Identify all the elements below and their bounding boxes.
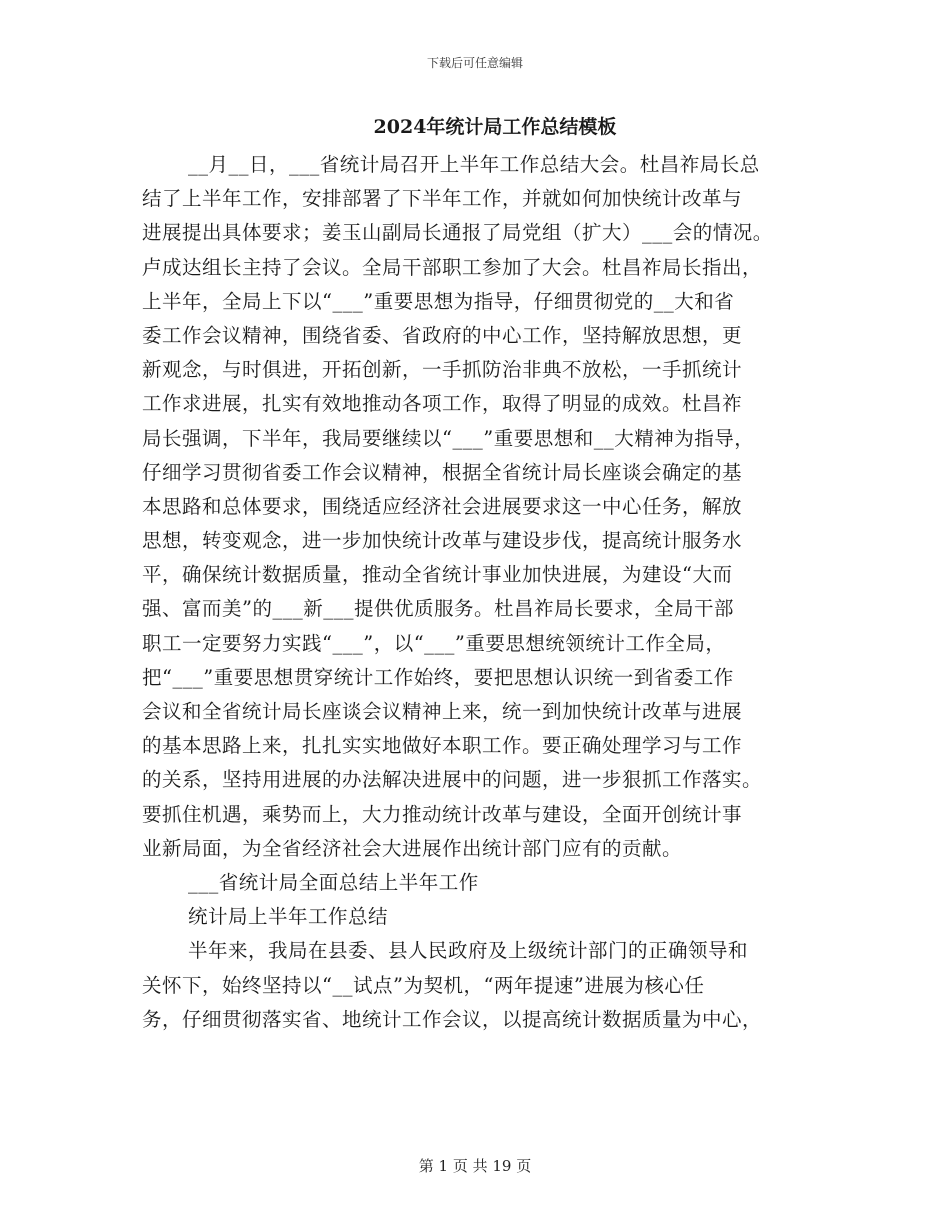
paragraph-line: 委工作会议精神，围绕省委、省政府的中心工作，坚持解放思想，更 bbox=[142, 323, 743, 347]
paragraph-line: 强、富而美”的___新___提供优质服务。杜昌祚局长要求，全局干部 bbox=[142, 597, 734, 621]
paragraph-line: 业新局面，为全省经济社会大进展作出统计部门应有的贡献。 bbox=[142, 836, 683, 860]
page-header-note: 下载后可任意编辑 bbox=[426, 56, 523, 70]
paragraph-line: 半年来，我局在县委、县人民政府及上级统计部门的正确领导和 bbox=[188, 939, 749, 963]
paragraph-line: 仔细学习贯彻省委工作会议精神，根据全省统计局长座谈会确定的基 bbox=[142, 460, 743, 484]
paragraph-line: 务，仔细贯彻落实省、地统计工作会议，以提高统计数据质量为中心， bbox=[142, 1007, 763, 1031]
paragraph-line: 要抓住机遇，乘势而上，大力推动统计改革与建设，全面开创统计事 bbox=[142, 802, 743, 826]
paragraph-line: 卢成达组长主持了会议。全局干部职工参加了大会。杜昌祚局长指出， bbox=[142, 255, 763, 279]
paragraph-line: 本思路和总体要求，围绕适应经济社会进展要求这一中心任务，解放 bbox=[142, 494, 743, 518]
paragraph-line: 结了上半年工作，安排部署了下半年工作，并就如何加快统计改革与 bbox=[142, 187, 743, 211]
paragraph-line: 把“___”重要思想贯穿统计工作始终，要把思想认识统一到省委工作 bbox=[142, 665, 734, 689]
paragraph-line: 关怀下，始终坚持以“__试点”为契机，“两年提速”进展为核心任 bbox=[142, 973, 705, 997]
paragraph-line: 会议和全省统计局长座谈会议精神上来，统一到加快统计改革与进展 bbox=[142, 700, 743, 723]
document-body bbox=[142, 148, 814, 1037]
paragraph-line: 新观念，与时俱进，开拓创新，一手抓防治非典不放松，一手抓统计 bbox=[142, 358, 743, 382]
paragraph-line: 思想，转变观念，进一步加快统计改革与建设步伐，提高统计服务水 bbox=[142, 529, 743, 553]
paragraph-line: 进展提出具体要求；姜玉山副局长通报了局党组（扩大）___会的情况。 bbox=[142, 221, 773, 245]
paragraph-line: 上半年，全局上下以“___”重要思想为指导，仔细贯彻党的__大和省 bbox=[142, 289, 735, 313]
paragraph-line: 工作求进展，扎实有效地推动各项工作，取得了明显的成效。杜昌祚 bbox=[142, 392, 743, 416]
paragraph-line: 的关系，坚持用进展的办法解决进展中的问题，进一步狠抓工作落实。 bbox=[142, 768, 763, 792]
paragraph-line: 局长强调，下半年，我局要继续以“___”重要思想和__大精神为指导， bbox=[142, 426, 755, 450]
document-title: 2024年统计局工作总结模板 bbox=[373, 116, 617, 138]
section-heading: ___省统计局全面总结上半年工作 bbox=[188, 870, 479, 894]
page-number-footer: 第 1 页 共 19 页 bbox=[418, 1157, 532, 1175]
paragraph-line: __月__日，___省统计局召开上半年工作总结大会。杜昌祚局长总 bbox=[188, 153, 760, 176]
section-heading: 统计局上半年工作总结 bbox=[188, 905, 389, 929]
paragraph-line: 职工一定要努力实践“___”，以“___”重要思想统领统计工作全局， bbox=[142, 631, 726, 655]
paragraph-line: 平，确保统计数据质量，推动全省统计事业加快进展，为建设“大而 bbox=[142, 563, 733, 587]
paragraph-line: 的基本思路上来，扎扎实实地做好本职工作。要正确处理学习与工作 bbox=[142, 734, 743, 758]
